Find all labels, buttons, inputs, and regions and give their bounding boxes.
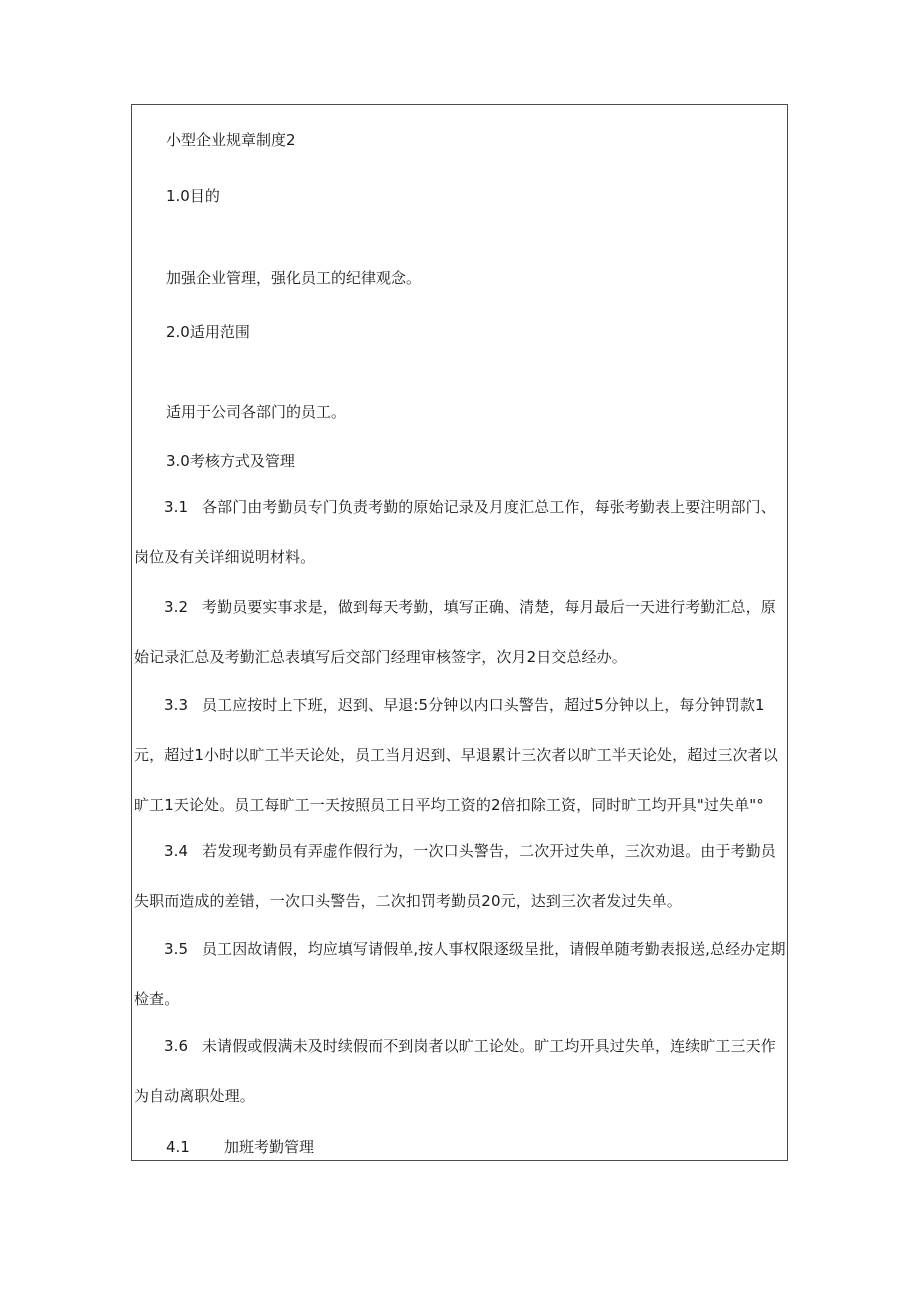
clause-3-6 xyxy=(134,1021,786,1121)
section-text-scope: 适用于公司各部门的员工。 xyxy=(166,403,347,421)
clause-text: 考勤员要实事求是，做到每天考勤，填写正确、清楚，每月最后一天进行考勤汇总，原始记录汇总及考勤汇总表填写后交部门经理审核签字，次月2日交总经办。 xyxy=(134,598,776,666)
clause-number: 4.1 xyxy=(166,1138,190,1156)
section-heading-assessment: 3.0考核方式及管理 xyxy=(166,452,295,470)
clause-number: 3.1 xyxy=(164,498,189,516)
clause-text: 未请假或假满未及时续假而不到岗者以旷工论处。旷工均开具过失单，连续旷工三天作为自动离职处理。 xyxy=(134,1037,776,1105)
section-heading-scope: 2.0适用范围 xyxy=(166,323,250,341)
clause-number: 3.4 xyxy=(164,842,189,860)
clause-text: 若发现考勤员有弄虚作假行为，一次口头警告，二次开过失单，三次劝退。由于考勤员失职而造成的差错，一次口头警告，二次扣罚考勤员20元，达到三次者发过失单。 xyxy=(134,842,776,910)
clause-text: 员工应按时上下班，迟到、早退:5分钟以内口头警告，超过5分钟以上，每分钟罚款1元，超过1小时以旷工半天论处，员工当月迟到、早退累计三次者以旷工半天论处，超过三次者以旷工1天论处。员工每旷工一天按照员工日平均工资的2倍扣除工资，同时旷工均开具"过失单"° xyxy=(134,696,778,814)
clause-number: 3.5 xyxy=(164,940,189,958)
clause-text: 加班考勤管理 xyxy=(224,1138,315,1156)
clause-3-5 xyxy=(134,924,786,1024)
section-text-purpose: 加强企业管理，强化员工的纪律观念。 xyxy=(166,269,422,287)
clause-text: 员工因故请假，均应填写请假单,按人事权限逐级呈批，请假单随考勤表报送,总经办定期检查。 xyxy=(134,940,786,1008)
document-title: 小型企业规章制度2 xyxy=(166,131,296,149)
clause-number: 3.2 xyxy=(164,598,189,616)
clause-number: 3.3 xyxy=(164,696,189,714)
clause-3-1 xyxy=(134,482,786,582)
clause-3-2 xyxy=(134,582,786,682)
clause-3-4 xyxy=(134,826,786,926)
clause-3-3 xyxy=(134,680,786,830)
clause-4-1 xyxy=(166,1137,314,1157)
section-heading-purpose: 1.0目的 xyxy=(166,187,220,205)
clause-number: 3.6 xyxy=(164,1037,189,1055)
clause-text: 各部门由考勤员专门负责考勤的原始记录及月度汇总工作，每张考勤表上要注明部门、岗位及有关详细说明材料。 xyxy=(134,498,776,566)
